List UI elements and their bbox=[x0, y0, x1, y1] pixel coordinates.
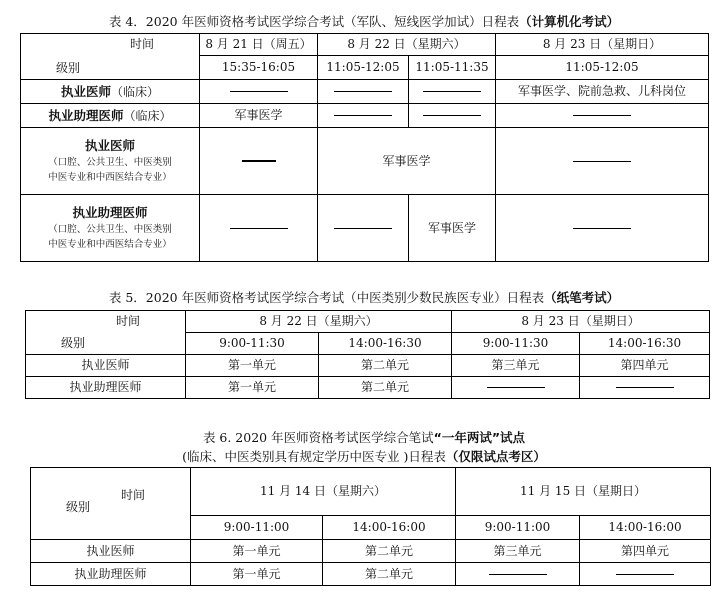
empty-cell bbox=[200, 80, 318, 104]
dash-mark bbox=[573, 161, 631, 162]
table6-level: 执业医师 bbox=[31, 540, 191, 563]
table5-slot: 9:00-11:30 bbox=[186, 333, 319, 355]
dash-mark bbox=[334, 91, 392, 92]
empty-cell bbox=[318, 80, 409, 104]
table6-caption-bold: “一年两试”试点 bbox=[433, 430, 526, 445]
table4-caption bbox=[0, 14, 728, 30]
empty-cell bbox=[200, 128, 318, 195]
table4-cell: 军事医学 bbox=[200, 104, 318, 128]
table6-slot: 14:00-16:00 bbox=[323, 516, 456, 540]
table6-caption-text: 表 6. 2020 年医师资格考试医学综合笔试 bbox=[202, 430, 434, 445]
empty-cell bbox=[409, 104, 496, 128]
table6-header-corner bbox=[31, 468, 191, 540]
table6-caption-line2 bbox=[0, 449, 728, 465]
dash-mark bbox=[573, 115, 631, 116]
table-row bbox=[21, 80, 709, 104]
table5-level: 执业助理医师 bbox=[26, 377, 186, 399]
empty-cell bbox=[580, 377, 710, 399]
table6-slot: 9:00-11:00 bbox=[456, 516, 580, 540]
dash-mark bbox=[334, 228, 392, 229]
dash-mark bbox=[230, 91, 288, 92]
table6-cell: 第二单元 bbox=[323, 540, 456, 563]
table4-cell: 军事医学 bbox=[409, 195, 496, 262]
table5-level: 执业医师 bbox=[26, 355, 186, 377]
table4-header-corner bbox=[21, 34, 200, 80]
table4-day: 8 月 23 日（星期日） bbox=[496, 34, 709, 56]
table6-header-time: 时间 bbox=[120, 488, 145, 502]
table4-cell: 军事医学、院前急救、儿科岗位 bbox=[496, 80, 709, 104]
table4-slot: 15:35-16:05 bbox=[200, 56, 318, 80]
table6 bbox=[30, 467, 711, 586]
table5-slot: 14:00-16:30 bbox=[580, 333, 710, 355]
empty-cell bbox=[580, 563, 711, 586]
table6-caption-bold: （仅限试点考区） bbox=[445, 449, 546, 464]
table4-caption-bold: （计算机化考试） bbox=[519, 14, 620, 29]
table4-day: 8 月 22 日（星期六） bbox=[318, 34, 496, 56]
table5-header-corner bbox=[26, 311, 186, 355]
dash-mark bbox=[489, 574, 547, 575]
table4-level: 执业医师 （口腔、公共卫生、中医类别 中医专业和中西医结合专业） bbox=[21, 128, 200, 195]
table6-cell: 第二单元 bbox=[323, 563, 456, 586]
table5-caption-text: 表 5．2020 年医师资格考试医学综合考试（中医类别少数民族医专业）日程表 bbox=[108, 290, 545, 305]
empty-cell bbox=[496, 195, 709, 262]
table5-caption bbox=[0, 290, 728, 306]
empty-cell bbox=[452, 377, 580, 399]
table4 bbox=[20, 33, 709, 262]
dash-mark bbox=[242, 160, 276, 162]
table4-cell: 军事医学 bbox=[318, 128, 496, 195]
table6-caption-text: (临床、中医类别具有规定学历中医专业 )日程表 bbox=[182, 449, 446, 464]
table-row bbox=[26, 355, 710, 377]
table6-day: 11 月 14 日（星期六） bbox=[191, 468, 456, 516]
table4-day: 8 月 21 日（周五） bbox=[200, 34, 318, 56]
dash-mark bbox=[423, 115, 481, 116]
table6-cell: 第一单元 bbox=[191, 540, 323, 563]
table5-cell: 第二单元 bbox=[319, 355, 452, 377]
table6-caption-line1 bbox=[0, 430, 728, 446]
table4-slot: 11:05-11:35 bbox=[409, 56, 496, 80]
dash-mark bbox=[334, 115, 392, 116]
dash-mark bbox=[230, 228, 288, 229]
table6-cell: 第四单元 bbox=[580, 540, 711, 563]
table5-day: 8 月 22 日（星期六） bbox=[186, 311, 452, 333]
empty-cell bbox=[200, 195, 318, 262]
table-row bbox=[26, 377, 710, 399]
dash-mark bbox=[573, 228, 631, 229]
table5-day: 8 月 23 日（星期日） bbox=[452, 311, 710, 333]
table4-level: 执业助理医师（临床） bbox=[21, 104, 200, 128]
empty-cell bbox=[496, 128, 709, 195]
dash-mark bbox=[616, 387, 674, 388]
table5-cell: 第一单元 bbox=[186, 355, 319, 377]
table4-header-level: 级别 bbox=[56, 61, 81, 75]
empty-cell bbox=[318, 104, 409, 128]
table5-header-level: 级别 bbox=[61, 336, 86, 350]
empty-cell bbox=[409, 80, 496, 104]
table6-day: 11 月 15 日（星期日） bbox=[456, 468, 711, 516]
empty-cell bbox=[456, 563, 580, 586]
table4-level: 执业医师（临床） bbox=[21, 80, 200, 104]
table-row bbox=[31, 540, 711, 563]
empty-cell bbox=[496, 104, 709, 128]
table4-slot: 11:05-12:05 bbox=[496, 56, 709, 80]
table-row bbox=[21, 195, 709, 262]
dash-mark bbox=[616, 574, 674, 575]
table6-level: 执业助理医师 bbox=[31, 563, 191, 586]
dash-mark bbox=[487, 387, 545, 388]
table6-cell: 第一单元 bbox=[191, 563, 323, 586]
table5-cell: 第三单元 bbox=[452, 355, 580, 377]
table5-cell: 第一单元 bbox=[186, 377, 319, 399]
table5-slot: 9:00-11:30 bbox=[452, 333, 580, 355]
table-row bbox=[31, 563, 711, 586]
table5-slot: 14:00-16:30 bbox=[319, 333, 452, 355]
table6-slot: 14:00-16:00 bbox=[580, 516, 711, 540]
table5-cell: 第二单元 bbox=[319, 377, 452, 399]
table4-header-time: 时间 bbox=[129, 37, 154, 51]
table4-caption-text: 表 4．2020 年医师资格考试医学综合考试（军队、短线医学加试）日程表 bbox=[108, 14, 520, 29]
table-row bbox=[21, 128, 709, 195]
table5-cell: 第四单元 bbox=[580, 355, 710, 377]
table6-slot: 9:00-11:00 bbox=[191, 516, 323, 540]
empty-cell bbox=[318, 195, 409, 262]
table6-header-level: 级别 bbox=[66, 500, 91, 514]
table6-cell: 第三单元 bbox=[456, 540, 580, 563]
table5 bbox=[25, 310, 710, 399]
table5-header-time: 时间 bbox=[115, 314, 140, 328]
table4-level: 执业助理医师 （口腔、公共卫生、中医类别 中医专业和中西医结合专业） bbox=[21, 195, 200, 262]
table5-caption-bold: （纸笔考试） bbox=[544, 290, 620, 305]
table-row bbox=[21, 104, 709, 128]
dash-mark bbox=[423, 91, 481, 92]
table4-slot: 11:05-12:05 bbox=[318, 56, 409, 80]
